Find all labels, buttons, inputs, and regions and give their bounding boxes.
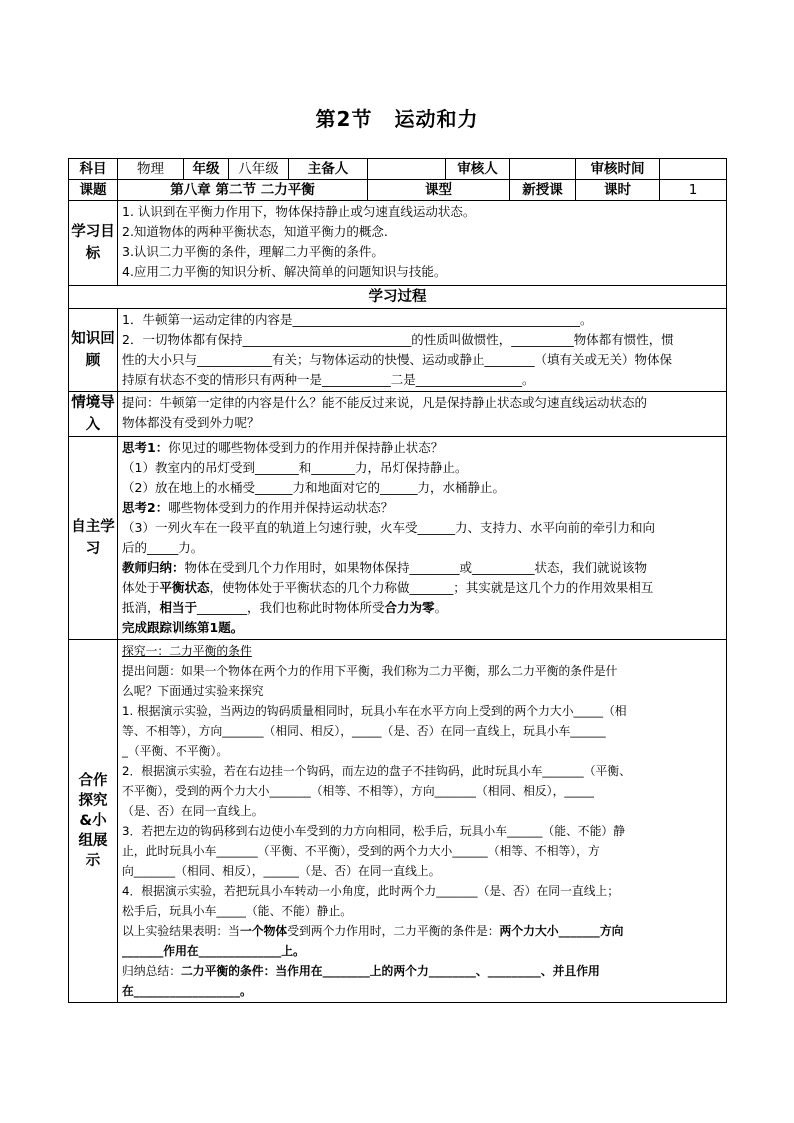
title-section-name: 运动和力 [394, 107, 479, 131]
process-title: 学习过程 [69, 286, 727, 309]
explore-line: 1. 根据演示实验，当两边的钩码质量相同时，玩具小车在水平方向上受到的两个力大小_____（相 [122, 704, 627, 718]
explore-line: 等、不相等），方向_______（相同、相反），_____（是、否）在同一直线上，玩具小车______ [122, 724, 606, 738]
explore-line: 止，此时玩具小车_______（平衡、不平衡），受到的两个力大小______（相等、不相等），方 [122, 844, 600, 858]
explore-line: 向_______（相同、相反），______（是、否）在同一直线上。 [122, 864, 441, 878]
think1-text: 你见过的哪些物体受到力的作用并保持静止状态？ [168, 440, 444, 455]
self-study-content [118, 437, 727, 640]
summary-text: ，使物体处于平衡状态的几个力称做_______；其实就是这几个力的作用效果相互 [209, 580, 654, 595]
explore-line: 2．根据演示实验，若在右边挂一个钩码，而左边的盘子不挂钩码，此时玩具小车_______（平衡、 [122, 764, 631, 778]
grade-label: 年级 [184, 159, 229, 180]
goals-row [69, 201, 727, 286]
preparer-value [368, 159, 446, 180]
conclude-line [122, 961, 722, 981]
summary-text: ________，我们也称此时物体所受 [197, 600, 385, 615]
intro-line: 物体都没有受到外力呢？ [122, 415, 260, 430]
question-line: （1）教室内的吊灯受到_______和_______力，吊灯保持静止。 [122, 460, 468, 475]
result-line [122, 921, 722, 941]
review-content [118, 309, 727, 392]
process-title-row [69, 286, 727, 309]
topic-label: 课题 [69, 180, 118, 201]
question-line: 后的_____力。 [122, 540, 204, 555]
cooperate-content [118, 640, 727, 1003]
conclude-keyword: 二力平衡的条件：当作用在________上的两个力________、_________、并且作用 [181, 964, 600, 978]
subject-label: 科目 [69, 159, 118, 180]
summary-text: 。 [434, 600, 448, 615]
page-title [0, 103, 794, 132]
question-line: （3）一列火车在一段平直的轨道上匀速行驶，火车受______力、支持力、水平向前的牵引力和向 [122, 520, 655, 535]
finish-line: 完成跟踪训练第1题。 [122, 620, 244, 635]
goals-label: 学习目标 [69, 201, 118, 286]
summary-line [122, 558, 722, 578]
result-text: 以上实验结果表明：当 [122, 924, 240, 938]
topic-value: 第八章 第二节 二力平衡 [118, 180, 368, 201]
type-value: 新授课 [510, 180, 576, 201]
header-row-2 [69, 180, 727, 201]
summary-keyword: 平衡状态 [159, 580, 210, 595]
preparer-label: 主备人 [289, 159, 368, 180]
explore-line: 么呢？下面通过实验来探究 [122, 684, 264, 698]
review-line: 1．牛顿第一运动定律的内容是______________________________________________。 [122, 312, 593, 327]
grade-value: 八年级 [229, 159, 289, 180]
goal-line: 3.认识二力平衡的条件，理解二力平衡的条件。 [122, 244, 384, 259]
intro-line: 提问：牛顿第一定律的内容是什么？能不能反过来说，凡是保持静止状态或匀速直线运动状态的 [122, 395, 648, 410]
think1-head: 思考1： [122, 440, 169, 455]
hours-value: 1 [660, 180, 727, 201]
explore-line: 4．根据演示实验，若把玩具小车转动一小角度，此时两个力_______（是、否）在同一直线上； [122, 884, 620, 898]
intro-label: 情境导入 [69, 392, 118, 437]
reviewer-label: 审核人 [446, 159, 510, 180]
summary-head: 教师归纳： [122, 560, 185, 575]
self-study-label: 自主学习 [69, 437, 118, 640]
explore-line: 提出问题：如果一个物体在两个力的作用下平衡，我们称为二力平衡，那么二力平衡的条件是什 [122, 664, 618, 678]
conclude-line: 在__________________。 [122, 984, 252, 998]
goal-line: 2.知道物体的两种平衡状态，知道平衡力的概念. [122, 224, 388, 239]
conclude-text: 归纳总结： [122, 964, 181, 978]
goal-line: 4.应用二力平衡的知识分析、解决简单的问题知识与技能。 [122, 264, 447, 279]
hours-label: 课时 [576, 180, 660, 201]
result-text: 受到两个力作用时，二力平衡的条件是： [287, 924, 500, 938]
explore-line: 3．若把左边的钩码移到右边使小车受到的力方向相同，松手后，玩具小车______（能、不能）静 [122, 824, 625, 838]
think2-line [122, 498, 722, 518]
think2-text: 哪些物体受到力的作用并保持运动状态？ [168, 500, 394, 515]
type-label: 课型 [368, 180, 510, 201]
intro-row [69, 392, 727, 437]
header-row-1 [69, 159, 727, 180]
think2-head: 思考2： [122, 500, 169, 515]
summary-text: 物体在受到几个力作用时，如果物体保持________或__________状态，我们就说该物 [184, 560, 648, 575]
cooperate-label: 合作探究&小组展示 [69, 640, 118, 1003]
review-label: 知识回顾 [69, 309, 118, 392]
summary-keyword: 相当于 [159, 600, 198, 615]
lesson-plan-table [68, 158, 727, 1003]
result-keyword: 两个力大小_______方向 [499, 924, 624, 938]
explore-line: （是、否）在同一直线上。 [122, 804, 264, 818]
title-section-number: 第2节 [315, 107, 373, 131]
explore-line: 松手后，玩具小车_____（能、不能）静止。 [122, 904, 353, 918]
goals-content [118, 201, 727, 286]
summary-text: 体处于 [122, 580, 160, 595]
summary-text: 抵消， [122, 600, 160, 615]
review-row [69, 309, 727, 392]
cooperate-row [69, 640, 727, 1003]
reviewer-value [510, 159, 576, 180]
explore-title: 探究一：二力平衡的条件 [122, 644, 252, 658]
summary-line [122, 598, 722, 618]
goal-line: 1. 认识到在平衡力作用下，物体保持静止或匀速直线运动状态。 [122, 204, 476, 219]
summary-keyword: 合力为零 [384, 600, 435, 615]
subject-value: 物理 [118, 159, 184, 180]
review-line: 持原有状态不变的情形只有两种一是___________二是_________________。 [122, 372, 535, 387]
review-line: 性的大小只与____________有关；与物体运动的快慢、运动或静止________（填有关或无关）物体保 [122, 352, 673, 367]
review-time-label: 审核时间 [576, 159, 660, 180]
result-line: _______作用在______________上。 [122, 944, 305, 958]
explore-line: _（平衡、不平衡）。 [122, 744, 229, 758]
summary-line [122, 578, 722, 598]
question-line: （2）放在地上的水桶受______力和地面对它的______力，水桶静止。 [122, 480, 505, 495]
intro-content [118, 392, 727, 437]
review-line: 2．一切物体都有保持___________________________的性质叫做惯性，__________物体都有惯性，惯 [122, 332, 674, 347]
self-study-row [69, 437, 727, 640]
result-keyword: 一个物体 [239, 924, 288, 938]
think1-line [122, 438, 722, 458]
review-time-value [660, 159, 727, 180]
explore-line: 不平衡），受到的两个力大小_______（相等、不相等），方向_______（相同、相反），_____ [122, 784, 594, 798]
